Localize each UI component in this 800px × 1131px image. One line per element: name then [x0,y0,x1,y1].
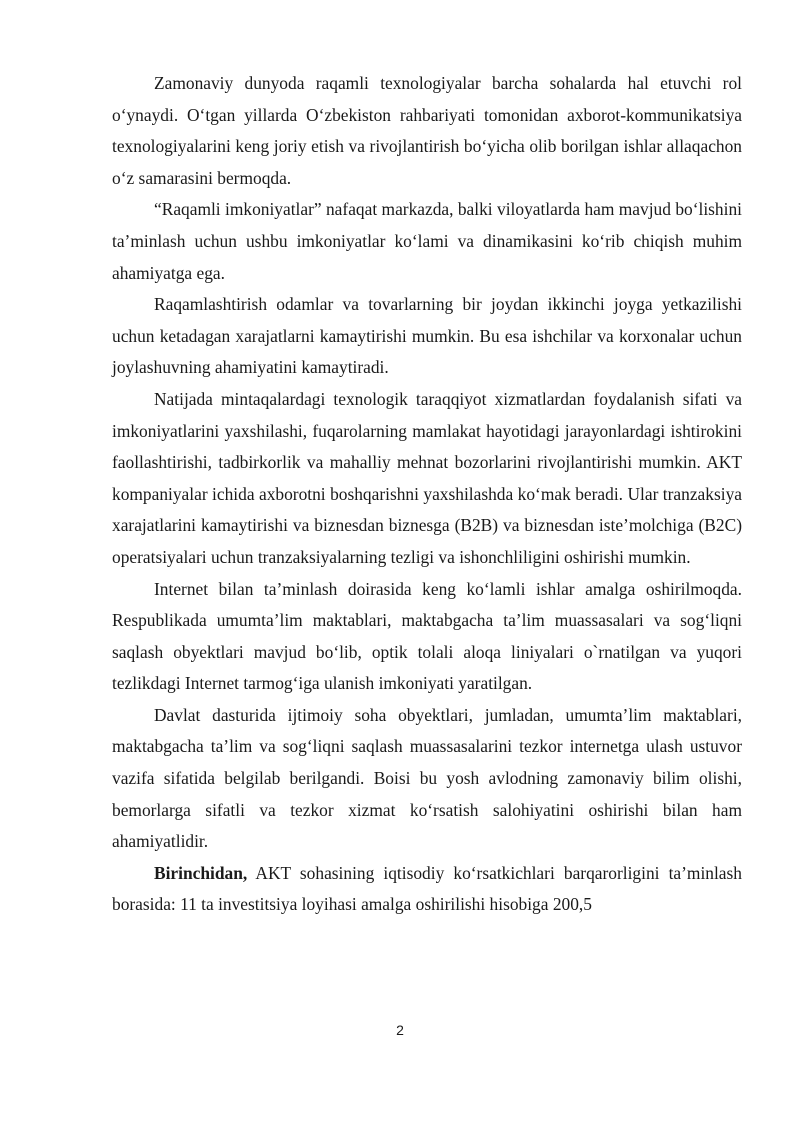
paragraph-digital-technologies: Zamonaviy dunyoda raqamli texnologiyalar barcha sohalarda hal etuvchi rol o‘ynaydi. O‘tgan yillarda O‘zbekiston rahbariyati tomonidan axborot-kommunikatsiya texnologiyalarini keng joriy etish va rivojlantirish bo‘yicha olib borilgan ishlar allaqachon o‘z samarasini bermoqda. [112,73,742,188]
paragraph-state-program: Davlat dasturida ijtimoiy soha obyektlari, jumladan, umumta’lim maktablari, maktabgacha ta’lim va sog‘liqni saqlash muassasalarini tezkor internetga ulash ustuvor vazifa sifatida belgilab berilgandi. Boisi bu yosh avlodning zamonaviy bilim olishi, bemorlarga sifatli va tezkor xizmat ko‘rsatish salohiyatini oshirishi bilan ham ahamiyatlidir. [112,704,742,852]
paragraph-digitalization-costs: Raqamlashtirish odamlar va tovarlarning bir joydan ikkinchi joyga yetkazilishi uchun ketadagan xarajatlarni kamaytirishi mumkin. Bu esa ishchilar va korxonalar uchun joylashuvning ahamiyatini kamaytiradi. [112,294,742,378]
page-number: 2 [396,1022,404,1038]
document-body [112,68,742,921]
paragraph-internet-provision: Internet bilan ta’minlash doirasida keng ko‘lamli ishlar amalga oshirilmoqda. Respublikada umumta’lim maktablari, maktabgacha ta’lim muassasalari va sog‘liqni saqlash obyektlari mavjud bo‘lib, optik tolali aloqa liniyalari o`rnatilgan va yuqori tezlikdagi Internet tarmog‘iga ulanish imkoniyati yaratilgan. [112,578,742,694]
paragraph-lead-word: Birinchidan, [154,862,248,883]
paragraph-digital-opportunities: “Raqamli imkoniyatlar” nafaqat markazda, balki viloyatlarda ham mavjud bo‘lishini ta’minlash uchun ushbu imkoniyatlar ko‘lami va dinamikasini ko‘rib chiqish muhim ahamiyatga ega. [112,199,742,283]
paragraph-firstly [112,858,742,921]
paragraph-regional-progress: Natijada mintaqalardagi texnologik taraqqiyot xizmatlardan foydalanish sifati va imkoniyatlarini yaxshilashi, fuqarolarning mamlakat hayotidagi jarayonlardagi ishtirokini faollashtirishi, tadbirkorlik va mahalliy mehnat bozorlarini rivojlantirishi mumkin. AKT kompaniyalar ichida axborotni boshqarishni yaxshilashda ko‘mak beradi. Ular tranzaksiya xarajatlarini kamaytirishi va biznesdan biznesga (B2B) va biznesdan iste’molchiga (B2C) operatsiyalari uchun tranzaksiyalarning tezligi va ishonchliligini oshirishi mumkin. [112,388,742,567]
paragraph-firstly-text: AKT sohasining iqtisodiy ko‘rsatkichlari barqarorligini ta’minlash borasida: 11 ta investitsiya loyihasi amalga oshirilishi hisobiga 200,5 [112,862,742,915]
